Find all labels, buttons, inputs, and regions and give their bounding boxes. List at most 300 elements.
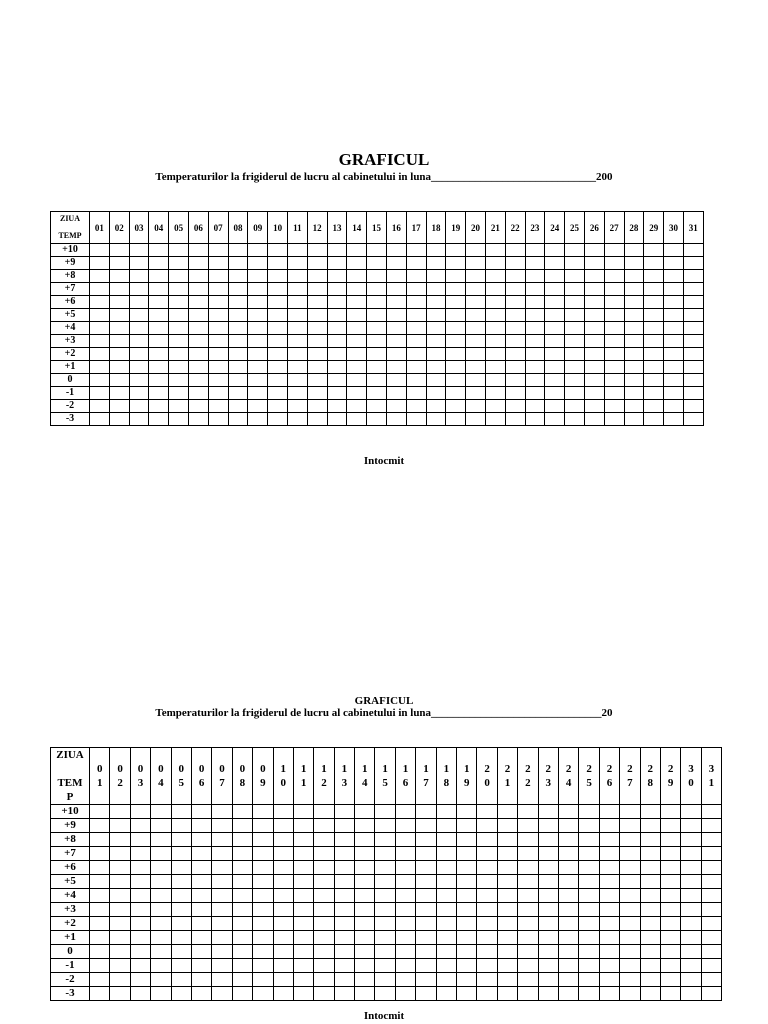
temperature-cell[interactable] [565, 335, 585, 348]
temperature-cell[interactable] [149, 361, 169, 374]
temperature-cell[interactable] [314, 847, 334, 861]
temperature-cell[interactable] [151, 945, 171, 959]
temperature-cell[interactable] [558, 847, 578, 861]
temperature-cell[interactable] [477, 889, 497, 903]
temperature-cell[interactable] [477, 917, 497, 931]
temperature-cell[interactable] [287, 322, 307, 335]
temperature-cell[interactable] [604, 374, 624, 387]
temperature-cell[interactable] [426, 335, 446, 348]
temperature-cell[interactable] [212, 987, 232, 1001]
temperature-cell[interactable] [253, 875, 273, 889]
temperature-cell[interactable] [314, 875, 334, 889]
temperature-cell[interactable] [446, 335, 466, 348]
temperature-cell[interactable] [109, 387, 129, 400]
temperature-cell[interactable] [497, 973, 517, 987]
temperature-cell[interactable] [347, 257, 367, 270]
temperature-cell[interactable] [558, 903, 578, 917]
temperature-cell[interactable] [355, 847, 375, 861]
temperature-cell[interactable] [307, 309, 327, 322]
temperature-cell[interactable] [624, 348, 644, 361]
temperature-cell[interactable] [110, 875, 130, 889]
temperature-cell[interactable] [525, 322, 545, 335]
temperature-cell[interactable] [701, 931, 721, 945]
temperature-cell[interactable] [426, 257, 446, 270]
temperature-cell[interactable] [624, 335, 644, 348]
temperature-cell[interactable] [477, 931, 497, 945]
temperature-cell[interactable] [253, 973, 273, 987]
temperature-cell[interactable] [446, 348, 466, 361]
temperature-cell[interactable] [604, 413, 624, 426]
temperature-cell[interactable] [579, 903, 599, 917]
temperature-cell[interactable] [545, 361, 565, 374]
temperature-cell[interactable] [228, 335, 248, 348]
temperature-cell[interactable] [149, 270, 169, 283]
temperature-cell[interactable] [446, 296, 466, 309]
temperature-cell[interactable] [604, 270, 624, 283]
temperature-cell[interactable] [208, 348, 228, 361]
temperature-cell[interactable] [232, 889, 252, 903]
temperature-cell[interactable] [208, 387, 228, 400]
temperature-cell[interactable] [188, 413, 208, 426]
temperature-cell[interactable] [355, 861, 375, 875]
temperature-cell[interactable] [347, 361, 367, 374]
temperature-cell[interactable] [525, 400, 545, 413]
temperature-cell[interactable] [584, 413, 604, 426]
temperature-cell[interactable] [268, 322, 288, 335]
temperature-cell[interactable] [395, 833, 415, 847]
temperature-cell[interactable] [466, 296, 486, 309]
temperature-cell[interactable] [232, 987, 252, 1001]
temperature-cell[interactable] [416, 875, 436, 889]
temperature-cell[interactable] [505, 244, 525, 257]
temperature-cell[interactable] [599, 889, 619, 903]
temperature-cell[interactable] [273, 917, 293, 931]
temperature-cell[interactable] [436, 959, 456, 973]
temperature-cell[interactable] [395, 875, 415, 889]
temperature-cell[interactable] [538, 805, 558, 819]
temperature-cell[interactable] [149, 348, 169, 361]
temperature-cell[interactable] [466, 244, 486, 257]
temperature-cell[interactable] [90, 283, 110, 296]
temperature-cell[interactable] [314, 833, 334, 847]
temperature-cell[interactable] [293, 931, 313, 945]
temperature-cell[interactable] [644, 270, 664, 283]
temperature-cell[interactable] [129, 296, 149, 309]
temperature-cell[interactable] [604, 309, 624, 322]
temperature-cell[interactable] [188, 322, 208, 335]
temperature-cell[interactable] [367, 387, 387, 400]
temperature-cell[interactable] [90, 875, 110, 889]
temperature-cell[interactable] [446, 374, 466, 387]
temperature-cell[interactable] [497, 987, 517, 1001]
temperature-cell[interactable] [497, 875, 517, 889]
temperature-cell[interactable] [644, 309, 664, 322]
temperature-cell[interactable] [327, 322, 347, 335]
temperature-cell[interactable] [664, 374, 684, 387]
temperature-cell[interactable] [457, 819, 477, 833]
temperature-cell[interactable] [426, 400, 446, 413]
temperature-cell[interactable] [485, 322, 505, 335]
temperature-cell[interactable] [518, 819, 538, 833]
temperature-cell[interactable] [149, 283, 169, 296]
temperature-cell[interactable] [436, 889, 456, 903]
temperature-cell[interactable] [620, 833, 640, 847]
temperature-cell[interactable] [307, 348, 327, 361]
temperature-cell[interactable] [109, 400, 129, 413]
temperature-cell[interactable] [497, 861, 517, 875]
temperature-cell[interactable] [110, 889, 130, 903]
temperature-cell[interactable] [90, 805, 110, 819]
temperature-cell[interactable] [599, 805, 619, 819]
temperature-cell[interactable] [477, 959, 497, 973]
temperature-cell[interactable] [307, 400, 327, 413]
temperature-cell[interactable] [212, 945, 232, 959]
temperature-cell[interactable] [347, 283, 367, 296]
temperature-cell[interactable] [683, 348, 703, 361]
temperature-cell[interactable] [228, 387, 248, 400]
temperature-cell[interactable] [253, 903, 273, 917]
temperature-cell[interactable] [212, 959, 232, 973]
temperature-cell[interactable] [293, 833, 313, 847]
temperature-cell[interactable] [525, 361, 545, 374]
temperature-cell[interactable] [287, 309, 307, 322]
temperature-cell[interactable] [149, 413, 169, 426]
temperature-cell[interactable] [253, 833, 273, 847]
temperature-cell[interactable] [644, 413, 664, 426]
temperature-cell[interactable] [109, 296, 129, 309]
temperature-cell[interactable] [466, 309, 486, 322]
temperature-cell[interactable] [232, 861, 252, 875]
temperature-cell[interactable] [293, 987, 313, 1001]
temperature-cell[interactable] [660, 931, 680, 945]
temperature-cell[interactable] [110, 917, 130, 931]
temperature-cell[interactable] [538, 959, 558, 973]
temperature-cell[interactable] [367, 283, 387, 296]
temperature-cell[interactable] [624, 309, 644, 322]
temperature-cell[interactable] [620, 847, 640, 861]
temperature-cell[interactable] [660, 847, 680, 861]
temperature-cell[interactable] [273, 931, 293, 945]
temperature-cell[interactable] [367, 348, 387, 361]
temperature-cell[interactable] [307, 413, 327, 426]
temperature-cell[interactable] [683, 400, 703, 413]
temperature-cell[interactable] [644, 322, 664, 335]
temperature-cell[interactable] [395, 945, 415, 959]
temperature-cell[interactable] [683, 322, 703, 335]
temperature-cell[interactable] [232, 945, 252, 959]
temperature-cell[interactable] [538, 945, 558, 959]
temperature-cell[interactable] [505, 283, 525, 296]
temperature-cell[interactable] [640, 833, 660, 847]
temperature-cell[interactable] [212, 903, 232, 917]
temperature-cell[interactable] [497, 833, 517, 847]
temperature-cell[interactable] [375, 903, 395, 917]
temperature-cell[interactable] [268, 374, 288, 387]
temperature-cell[interactable] [485, 400, 505, 413]
temperature-cell[interactable] [307, 296, 327, 309]
temperature-cell[interactable] [436, 903, 456, 917]
temperature-cell[interactable] [599, 847, 619, 861]
temperature-cell[interactable] [660, 959, 680, 973]
temperature-cell[interactable] [232, 819, 252, 833]
temperature-cell[interactable] [347, 348, 367, 361]
temperature-cell[interactable] [228, 283, 248, 296]
temperature-cell[interactable] [375, 861, 395, 875]
temperature-cell[interactable] [558, 987, 578, 1001]
temperature-cell[interactable] [395, 917, 415, 931]
temperature-cell[interactable] [232, 973, 252, 987]
temperature-cell[interactable] [151, 959, 171, 973]
temperature-cell[interactable] [386, 413, 406, 426]
temperature-cell[interactable] [664, 335, 684, 348]
temperature-cell[interactable] [347, 387, 367, 400]
temperature-cell[interactable] [90, 374, 110, 387]
temperature-cell[interactable] [604, 400, 624, 413]
temperature-cell[interactable] [681, 847, 701, 861]
temperature-cell[interactable] [129, 387, 149, 400]
temperature-cell[interactable] [293, 917, 313, 931]
temperature-cell[interactable] [505, 374, 525, 387]
temperature-cell[interactable] [457, 903, 477, 917]
temperature-cell[interactable] [228, 413, 248, 426]
temperature-cell[interactable] [416, 861, 436, 875]
temperature-cell[interactable] [457, 945, 477, 959]
temperature-cell[interactable] [232, 931, 252, 945]
temperature-cell[interactable] [457, 931, 477, 945]
temperature-cell[interactable] [446, 361, 466, 374]
temperature-cell[interactable] [273, 805, 293, 819]
temperature-cell[interactable] [683, 296, 703, 309]
temperature-cell[interactable] [273, 959, 293, 973]
temperature-cell[interactable] [485, 283, 505, 296]
temperature-cell[interactable] [228, 270, 248, 283]
temperature-cell[interactable] [446, 283, 466, 296]
temperature-cell[interactable] [457, 889, 477, 903]
temperature-cell[interactable] [334, 833, 354, 847]
temperature-cell[interactable] [90, 973, 110, 987]
temperature-cell[interactable] [518, 987, 538, 1001]
temperature-cell[interactable] [149, 244, 169, 257]
temperature-cell[interactable] [416, 819, 436, 833]
temperature-cell[interactable] [620, 805, 640, 819]
temperature-cell[interactable] [538, 847, 558, 861]
temperature-cell[interactable] [188, 257, 208, 270]
temperature-cell[interactable] [248, 400, 268, 413]
temperature-cell[interactable] [171, 987, 191, 1001]
temperature-cell[interactable] [228, 322, 248, 335]
temperature-cell[interactable] [505, 335, 525, 348]
temperature-cell[interactable] [545, 270, 565, 283]
temperature-cell[interactable] [212, 973, 232, 987]
temperature-cell[interactable] [293, 805, 313, 819]
temperature-cell[interactable] [191, 987, 211, 1001]
temperature-cell[interactable] [268, 400, 288, 413]
temperature-cell[interactable] [110, 945, 130, 959]
temperature-cell[interactable] [620, 903, 640, 917]
temperature-cell[interactable] [169, 400, 189, 413]
temperature-cell[interactable] [253, 889, 273, 903]
temperature-cell[interactable] [151, 903, 171, 917]
temperature-cell[interactable] [110, 973, 130, 987]
temperature-cell[interactable] [681, 889, 701, 903]
temperature-cell[interactable] [584, 257, 604, 270]
temperature-cell[interactable] [545, 322, 565, 335]
temperature-cell[interactable] [355, 987, 375, 1001]
temperature-cell[interactable] [314, 931, 334, 945]
temperature-cell[interactable] [191, 819, 211, 833]
temperature-cell[interactable] [355, 889, 375, 903]
temperature-cell[interactable] [327, 270, 347, 283]
temperature-cell[interactable] [624, 361, 644, 374]
temperature-cell[interactable] [228, 348, 248, 361]
temperature-cell[interactable] [367, 335, 387, 348]
temperature-cell[interactable] [334, 861, 354, 875]
temperature-cell[interactable] [644, 335, 664, 348]
temperature-cell[interactable] [644, 296, 664, 309]
temperature-cell[interactable] [457, 917, 477, 931]
temperature-cell[interactable] [426, 322, 446, 335]
temperature-cell[interactable] [208, 309, 228, 322]
temperature-cell[interactable] [375, 889, 395, 903]
temperature-cell[interactable] [565, 322, 585, 335]
temperature-cell[interactable] [367, 361, 387, 374]
temperature-cell[interactable] [457, 847, 477, 861]
temperature-cell[interactable] [188, 335, 208, 348]
temperature-cell[interactable] [191, 931, 211, 945]
temperature-cell[interactable] [446, 309, 466, 322]
temperature-cell[interactable] [599, 917, 619, 931]
temperature-cell[interactable] [90, 819, 110, 833]
temperature-cell[interactable] [232, 875, 252, 889]
temperature-cell[interactable] [90, 945, 110, 959]
temperature-cell[interactable] [497, 889, 517, 903]
temperature-cell[interactable] [90, 322, 110, 335]
temperature-cell[interactable] [191, 833, 211, 847]
temperature-cell[interactable] [466, 283, 486, 296]
temperature-cell[interactable] [416, 973, 436, 987]
temperature-cell[interactable] [129, 244, 149, 257]
temperature-cell[interactable] [701, 945, 721, 959]
temperature-cell[interactable] [406, 413, 426, 426]
temperature-cell[interactable] [386, 244, 406, 257]
temperature-cell[interactable] [334, 819, 354, 833]
temperature-cell[interactable] [497, 805, 517, 819]
temperature-cell[interactable] [130, 931, 150, 945]
temperature-cell[interactable] [701, 959, 721, 973]
temperature-cell[interactable] [208, 335, 228, 348]
temperature-cell[interactable] [518, 945, 538, 959]
temperature-cell[interactable] [208, 322, 228, 335]
temperature-cell[interactable] [558, 973, 578, 987]
temperature-cell[interactable] [681, 861, 701, 875]
temperature-cell[interactable] [683, 387, 703, 400]
temperature-cell[interactable] [660, 903, 680, 917]
temperature-cell[interactable] [109, 361, 129, 374]
temperature-cell[interactable] [191, 973, 211, 987]
temperature-cell[interactable] [191, 861, 211, 875]
temperature-cell[interactable] [664, 387, 684, 400]
temperature-cell[interactable] [624, 374, 644, 387]
temperature-cell[interactable] [188, 296, 208, 309]
temperature-cell[interactable] [287, 361, 307, 374]
temperature-cell[interactable] [565, 283, 585, 296]
temperature-cell[interactable] [327, 400, 347, 413]
temperature-cell[interactable] [525, 270, 545, 283]
temperature-cell[interactable] [436, 875, 456, 889]
temperature-cell[interactable] [584, 244, 604, 257]
temperature-cell[interactable] [110, 987, 130, 1001]
temperature-cell[interactable] [208, 374, 228, 387]
temperature-cell[interactable] [314, 945, 334, 959]
temperature-cell[interactable] [90, 309, 110, 322]
temperature-cell[interactable] [426, 296, 446, 309]
temperature-cell[interactable] [287, 335, 307, 348]
temperature-cell[interactable] [457, 987, 477, 1001]
temperature-cell[interactable] [477, 805, 497, 819]
temperature-cell[interactable] [406, 309, 426, 322]
temperature-cell[interactable] [130, 917, 150, 931]
temperature-cell[interactable] [110, 805, 130, 819]
temperature-cell[interactable] [426, 283, 446, 296]
temperature-cell[interactable] [406, 270, 426, 283]
temperature-cell[interactable] [664, 309, 684, 322]
temperature-cell[interactable] [525, 309, 545, 322]
temperature-cell[interactable] [268, 413, 288, 426]
temperature-cell[interactable] [268, 244, 288, 257]
temperature-cell[interactable] [660, 861, 680, 875]
temperature-cell[interactable] [171, 861, 191, 875]
temperature-cell[interactable] [90, 847, 110, 861]
temperature-cell[interactable] [386, 322, 406, 335]
temperature-cell[interactable] [273, 903, 293, 917]
temperature-cell[interactable] [355, 945, 375, 959]
temperature-cell[interactable] [248, 309, 268, 322]
temperature-cell[interactable] [287, 270, 307, 283]
temperature-cell[interactable] [497, 917, 517, 931]
temperature-cell[interactable] [584, 322, 604, 335]
temperature-cell[interactable] [701, 847, 721, 861]
temperature-cell[interactable] [327, 374, 347, 387]
temperature-cell[interactable] [485, 348, 505, 361]
temperature-cell[interactable] [90, 413, 110, 426]
temperature-cell[interactable] [334, 931, 354, 945]
temperature-cell[interactable] [90, 917, 110, 931]
temperature-cell[interactable] [386, 400, 406, 413]
temperature-cell[interactable] [109, 348, 129, 361]
temperature-cell[interactable] [314, 861, 334, 875]
temperature-cell[interactable] [644, 283, 664, 296]
temperature-cell[interactable] [624, 400, 644, 413]
temperature-cell[interactable] [191, 805, 211, 819]
temperature-cell[interactable] [386, 309, 406, 322]
temperature-cell[interactable] [212, 917, 232, 931]
temperature-cell[interactable] [314, 805, 334, 819]
temperature-cell[interactable] [406, 257, 426, 270]
temperature-cell[interactable] [130, 973, 150, 987]
temperature-cell[interactable] [406, 374, 426, 387]
temperature-cell[interactable] [171, 833, 191, 847]
temperature-cell[interactable] [518, 973, 538, 987]
temperature-cell[interactable] [518, 833, 538, 847]
temperature-cell[interactable] [640, 875, 660, 889]
temperature-cell[interactable] [395, 973, 415, 987]
temperature-cell[interactable] [701, 889, 721, 903]
temperature-cell[interactable] [683, 374, 703, 387]
temperature-cell[interactable] [683, 361, 703, 374]
temperature-cell[interactable] [208, 413, 228, 426]
temperature-cell[interactable] [485, 296, 505, 309]
temperature-cell[interactable] [545, 283, 565, 296]
